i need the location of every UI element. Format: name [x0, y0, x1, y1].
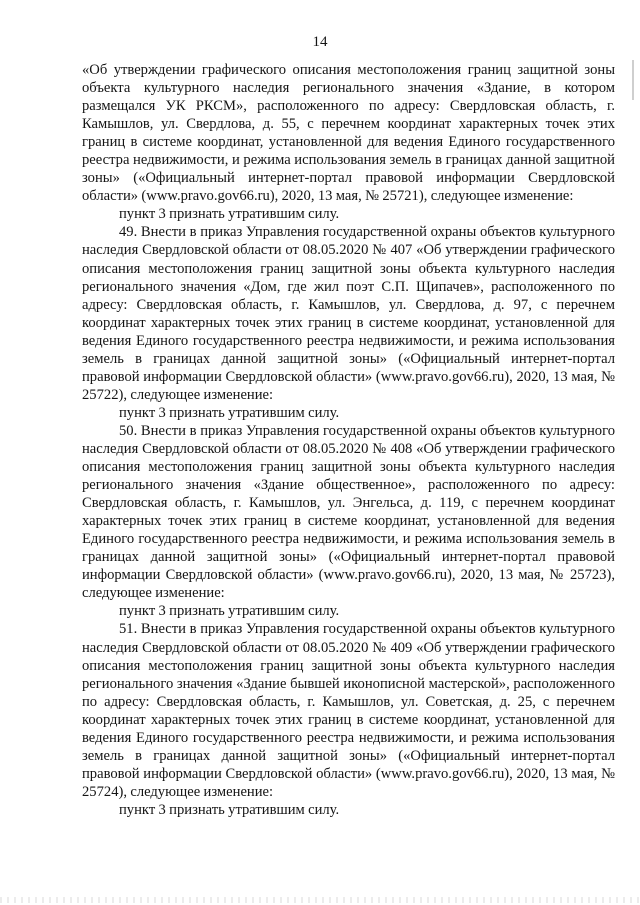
- paragraph-49: 49. Внести в приказ Управления государственной охраны объектов культурного наследия Свердловской области от 08.05.2020 № 407 «Об утверждении графического описания местоположения границ защитной зоны объекта культурного наследия регионального значения «Дом, где жил поэт С.П. Щипачев», расположенного по адресу: Свердловская область, г. Камышлов, ул. Свердлова, д. 97, с перечнем координат характерных точек этих границ в системе координат, установленной для ведения Единого государственного реестра недвижимости, и режима использования земель в границах данной защитной зоны» («Официальный интернет-портал правовой информации Свердловской области» (www.pravo.gov66.ru), 2020, 13 мая, № 25722), следующее изменение:: [82, 224, 615, 403]
- paragraph-50: 50. Внести в приказ Управления государственной охраны объектов культурного наследия Свердловской области от 08.05.2020 № 408 «Об утверждении графического описания местоположения границ защитной зоны объекта культурного наследия регионального значения «Здание общественное», расположенного по адресу: Свердловская область, г. Камышлов, ул. Энгельса, д. 119, с перечнем координат характерных точек этих границ в системе координат, установленной для ведения Единого государственного реестра недвижимости, и режима использования земель в границах данной защитной зоны» («Официальный интернет-портал правовой информации Свердловской области» (www.pravo.gov66.ru), 2020, 13 мая, № 25723), следующее изменение:: [82, 422, 615, 602]
- scan-edge-noise: [0, 897, 640, 903]
- paragraph-50-resolution: пункт 3 признать утратившим силу.: [119, 603, 340, 620]
- paragraph-49-resolution: пункт 3 признать утратившим силу.: [119, 404, 340, 421]
- paragraph-48-resolution: пункт 3 признать утратившим силу.: [119, 206, 340, 223]
- paragraph-48-continuation: «Об утверждении графического описания местоположения границ защитной зоны объекта культурного наследия регионального значения «Здание, в котором размещался УК РКСМ», расположенного по адресу: Свердловская область, г. Камышлов, ул. Свердлова, д. 55, с перечнем координат характерных точек этих границ в системе координат, установленной для ведения Единого государственного реестра недвижимости, и режима использования земель в границах данной защитной зоны» («Официальный интернет-портал правовой информации Свердловской области» (www.pravo.gov66.ru), 2020, 13 мая, № 25721), следующее изменение:: [82, 62, 615, 205]
- paragraph-51: 51. Внести в приказ Управления государственной охраны объектов культурного наследия Свердловской области от 08.05.2020 № 409 «Об утверждении графического описания местоположения границ защитной зоны объекта культурного наследия регионального значения «Здание бывшей иконописной мастерской», расположенного по адресу: Свердловская область, г. Камышлов, ул. Советская, д. 25, с перечнем координат характерных точек этих границ в системе координат, установленной для ведения Единого государственного реестра недвижимости, и режима использования земель в границах данной защитной зоны» («Официальный интернет-портал правовой информации Свердловской области» (www.pravo.gov66.ru), 2020, 13 мая, № 25724), следующее изменение:: [82, 621, 615, 800]
- document-body: [82, 61, 615, 819]
- page-number: 14: [312, 34, 328, 50]
- scan-edge-mark: [632, 60, 634, 100]
- paragraph-51-resolution: пункт 3 признать утратившим силу.: [119, 801, 340, 818]
